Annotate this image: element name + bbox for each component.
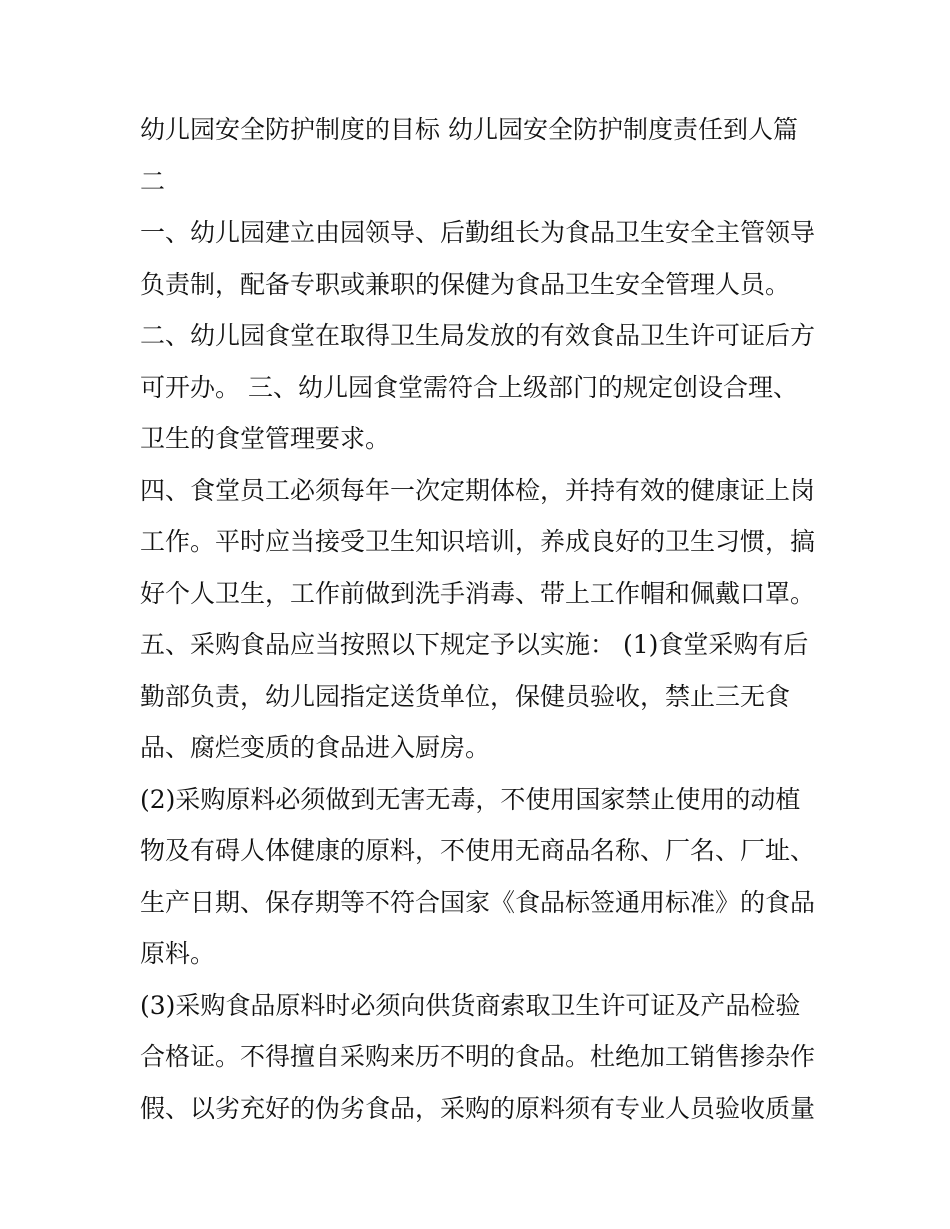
paragraph-1: 一、幼儿园建立由园领导、后勤组长为食品卫生安全主管领导负责制，配备专职或兼职的保健为食品卫生安全管理人员。 <box>140 218 816 299</box>
document-body <box>140 104 820 1134</box>
paragraph-5: 五、采购食品应当按照以下规定予以实施： (1)食堂采购有后勤部负责，幼儿园指定送货单位，保健员验收，禁止三无食品、腐烂变质的食品进入厨房。 <box>140 630 809 762</box>
paragraph-5-2: (2)采购原料必须做到无害无毒，不使用国家禁止使用的动植物及有碍人体健康的原料，不使用无商品名称、厂名、厂址、生产日期、保存期等不符合国家《食品标签通用标准》的食品原料。 <box>140 784 816 968</box>
paragraph-4: 四、食堂员工必须每年一次定期体检，并持有效的健康证上岗工作。平时应当接受卫生知识培训，养成良好的卫生习惯，搞好个人卫生，工作前做到洗手消毒、带上工作帽和佩戴口罩。 <box>140 475 816 608</box>
paragraph-5-3: (3)采购食品原料时必须向供货商索取卫生许可证及产品检验合格证。不得擅自采购来历不明的食品。杜绝加工销售掺杂作假、以劣充好的伪劣食品，采购的原料须有专业人员验收质量 <box>140 990 816 1123</box>
paragraph-2: 二、幼儿园食堂在取得卫生局发放的有效食品卫生许可证后方可开办。 三、幼儿园食堂需符合上级部门的规定创设合理、卫生的食堂管理要求。 <box>140 321 816 453</box>
document-title: 幼儿园安全防护制度的目标 幼儿园安全防护制度责任到人篇二 <box>140 115 798 196</box>
